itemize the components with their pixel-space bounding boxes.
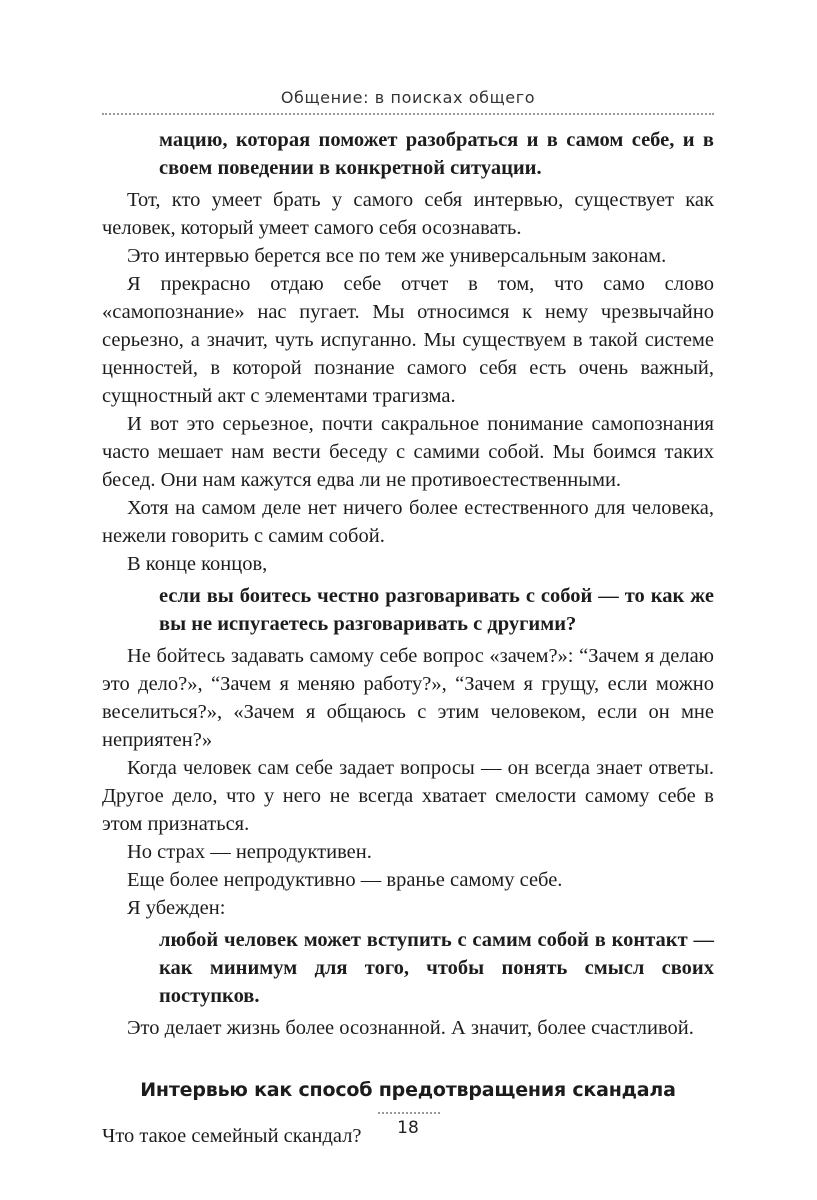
emphasis-paragraph: если вы боитесь честно разговаривать с собой — то как же вы не испугаетесь разговаривать с другими? [159, 585, 714, 635]
paragraph: Когда человек сам себе задает вопросы — он всегда знает ответы. Другое дело, что у него не всегда хватает смелости самому себе в этом признаться. [102, 757, 714, 835]
emphasis-paragraph: мацию, которая поможет разобраться и в самом себе, и в своем поведении в конкретной ситуации. [159, 129, 714, 179]
paragraph: Что такое семейный скандал? [102, 1125, 362, 1147]
paragraph: Это делает жизнь более осознанной. А значит, более счастливой. [127, 1017, 694, 1039]
paragraph: В конце концов, [127, 553, 268, 575]
paragraph: Еще более непродуктивно — вранье самому себе. [127, 869, 563, 891]
paragraph: Но страх — непродуктивен. [127, 841, 372, 863]
paragraph: Это интервью берется все по тем же универсальным законам. [127, 245, 667, 267]
header-divider [102, 113, 714, 115]
paragraph: Хотя на самом деле нет ничего более естественного для человека, нежели говорить с самим собой. [102, 497, 714, 547]
paragraph: Я прекрасно отдаю себе отчет в том, что само слово «самопознание» нас пугает. Мы относимся к нему чрезвычайно серьезно, а значит, чуть испуганно. Мы существуем в такой системе ценностей, в которой познание самого себя есть очень важный, сущностный акт с элементами трагизма. [102, 273, 714, 407]
paragraph: И вот это серьезное, почти сакральное понимание самопознания часто мешает нам вести беседу с самими собой. Мы боимся таких бесед. Они нам кажутся едва ли не противоестественными. [102, 413, 714, 491]
paragraph: Я убежден: [127, 897, 226, 919]
page-number: 18 [397, 1118, 419, 1138]
footer-divider [378, 1112, 440, 1114]
emphasis-paragraph: любой человек может вступить с самим собой в контакт — как минимум для того, чтобы понять смысл своих поступков. [159, 929, 714, 1007]
body-text [102, 126, 714, 1150]
paragraph: Не бойтесь задавать самому себе вопрос «зачем?»: “Зачем я делаю это дело?», “Зачем я меняю работу?», “Зачем я грущу, если можно веселиться?», «Зачем я общаюсь с этим человеком, если он мне неприятен?» [102, 645, 714, 751]
paragraph: Тот, кто умеет брать у самого себя интервью, существует как человек, который умеет самого себя осознавать. [102, 189, 714, 239]
section-heading: Интервью как способ предотвращения скандала [140, 1079, 676, 1101]
running-head: Общение: в поисках общего [280, 88, 536, 107]
